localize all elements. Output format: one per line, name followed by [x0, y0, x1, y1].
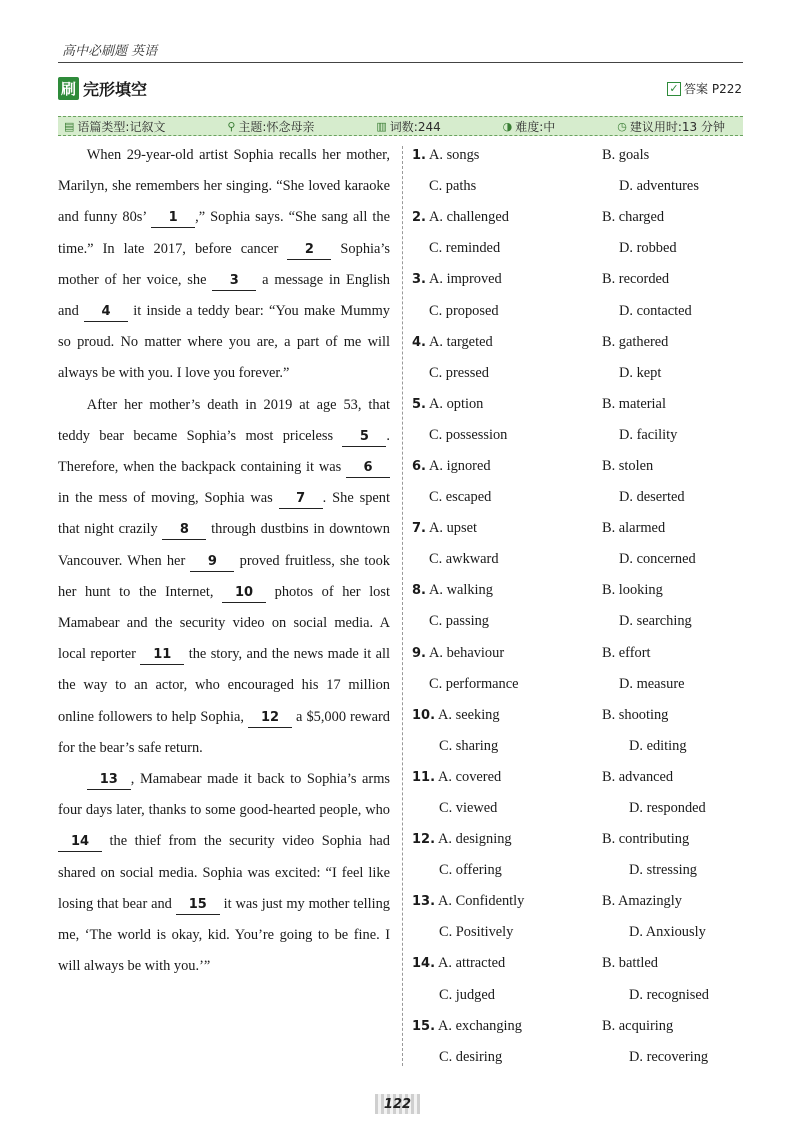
question-row: [412, 233, 732, 264]
header-divider: [58, 62, 743, 63]
column-divider: [402, 146, 403, 1066]
question-row: [412, 389, 732, 420]
book-title: 高中必刷题 英语: [62, 44, 158, 59]
question-1: [412, 140, 732, 202]
question-row: [412, 575, 732, 606]
question-number: 8.: [412, 583, 426, 599]
option-b: B. acquiring: [602, 1017, 674, 1034]
option-c: C. judged: [439, 986, 495, 1003]
question-13: [412, 886, 732, 948]
question-4: [412, 327, 732, 389]
blank-13: 13: [87, 771, 131, 790]
blank-1: 1: [151, 209, 195, 228]
option-a: [412, 893, 602, 910]
option-d: D. robbed: [619, 240, 677, 257]
option-a-text: A. ignored: [428, 457, 491, 474]
question-row: [412, 948, 732, 979]
blank-4: 4: [84, 303, 128, 322]
option-c: C. Positively: [439, 924, 514, 941]
info-topic-text: 主题:怀念母亲: [238, 119, 315, 134]
paragraph-1: [58, 140, 390, 390]
question-number: 6.: [412, 458, 426, 474]
option-a: [412, 396, 602, 413]
option-b: B. goals: [602, 147, 650, 164]
question-number: 1.: [412, 148, 426, 164]
info-topic: [227, 118, 314, 135]
option-a-text: A. upset: [428, 520, 477, 537]
question-3: [412, 264, 732, 326]
question-14: [412, 948, 732, 1010]
question-number: 2.: [412, 210, 426, 226]
option-a-text: A. walking: [428, 582, 493, 599]
question-12: [412, 824, 732, 886]
question-row: [412, 140, 732, 171]
option-c: C. possession: [429, 426, 508, 443]
question-row: [412, 793, 732, 824]
checkmark-icon: ✓: [667, 82, 681, 96]
question-row: [412, 420, 732, 451]
passage-text: Sophia’s mother of her voice, she: [58, 240, 390, 288]
option-c: C. proposed: [429, 302, 499, 319]
option-a: [412, 582, 602, 599]
question-number: 12.: [412, 832, 436, 848]
option-b: B. battled: [602, 955, 658, 972]
question-row: [412, 1011, 732, 1042]
question-number: 11.: [412, 769, 436, 785]
option-c: C. desiring: [439, 1048, 503, 1065]
passage-text: it inside a teddy bear: “You make Mummy so proud. No matter where you are, a part of me will always be with you. I love you forever.”: [58, 303, 390, 382]
options-list: [412, 140, 732, 1073]
question-row: [412, 264, 732, 295]
paragraph-3: [58, 764, 390, 982]
clock-icon: ◷: [617, 119, 627, 133]
page-number: 122: [375, 1094, 420, 1114]
option-c: C. pressed: [429, 364, 489, 381]
blank-3: 3: [212, 272, 256, 291]
option-a-text: A. option: [428, 395, 484, 412]
question-row: [412, 855, 732, 886]
info-genre-text: 语篇类型:记叙文: [77, 119, 166, 134]
blank-12: 12: [248, 709, 292, 728]
option-b: B. shooting: [602, 706, 669, 723]
question-row: [412, 638, 732, 669]
question-row: [412, 824, 732, 855]
question-8: [412, 575, 732, 637]
info-difficulty: [503, 118, 556, 135]
option-a: [412, 271, 602, 288]
blank-5: 5: [342, 428, 386, 447]
section-title-text: 完形填空: [83, 79, 148, 99]
option-b: B. material: [602, 395, 666, 412]
option-b: B. stolen: [602, 457, 654, 474]
info-time: [617, 118, 725, 135]
option-b: B. looking: [602, 582, 663, 599]
passage-text: proved fruitless, she took her hunt to the Internet,: [58, 552, 390, 600]
option-a-text: A. targeted: [428, 333, 493, 350]
option-b: B. effort: [602, 644, 651, 661]
question-10: [412, 700, 732, 762]
info-word-count-text: 词数:244: [389, 119, 441, 134]
info-word-count: [376, 118, 440, 135]
info-bar: [58, 116, 743, 136]
option-a: [412, 147, 602, 164]
info-genre: [64, 118, 165, 135]
question-row: [412, 451, 732, 482]
blank-6: 6: [346, 459, 390, 478]
option-c: C. awkward: [429, 551, 499, 568]
passage-text: it was just my mother telling me, ‘The world is okay, kid. You’re going to be fine. I will always be with you.’”: [58, 895, 390, 975]
question-row: [412, 482, 732, 513]
question-row: [412, 762, 732, 793]
option-a-text: A. improved: [428, 271, 502, 288]
question-number: 13.: [412, 894, 436, 910]
question-number: 15.: [412, 1018, 436, 1034]
passage-text: . Therefore, when the backpack containing it was: [58, 427, 390, 476]
passage-text: After her mother’s death in 2019 at age 53, that teddy bear became Sophia’s most priceless: [58, 396, 390, 444]
question-9: [412, 638, 732, 700]
section-badge: 刷: [58, 77, 79, 100]
passage-text: a $5,000 reward for the bear’s safe return.: [58, 708, 390, 756]
question-number: 10.: [412, 707, 436, 723]
question-number: 5.: [412, 396, 426, 412]
passage-text: through dustbins in downtown Vancouver. When her: [58, 521, 390, 569]
count-icon: ▥: [376, 119, 387, 133]
question-row: [412, 171, 732, 202]
question-row: [412, 669, 732, 700]
option-a: [412, 707, 602, 724]
passage-text: When 29-year-old artist Sophia recalls her mother, Marilyn, she remembers her singing. “She loved karaoke and funny 80s’: [58, 147, 390, 226]
question-row: [412, 606, 732, 637]
option-c: C. performance: [429, 675, 519, 692]
option-c: C. offering: [439, 862, 502, 879]
option-d: D. responded: [629, 800, 706, 817]
document-icon: ▤: [64, 119, 75, 133]
question-11: [412, 762, 732, 824]
question-row: [412, 731, 732, 762]
question-6: [412, 451, 732, 513]
option-d: D. kept: [619, 364, 662, 381]
question-row: [412, 358, 732, 389]
passage-text: the story, and the news made it all the way to an actor, who encouraged his 17 million online followers to help Sophia,: [58, 646, 390, 725]
option-a-text: A. attracted: [438, 955, 506, 972]
option-b: B. recorded: [602, 271, 670, 288]
option-b: B. advanced: [602, 768, 674, 785]
option-a-text: A. songs: [428, 147, 480, 164]
question-7: [412, 513, 732, 575]
option-a: [412, 831, 602, 848]
question-number: 14.: [412, 956, 436, 972]
option-d: D. measure: [619, 675, 685, 692]
question-row: [412, 513, 732, 544]
option-a: [412, 1018, 602, 1035]
answer-ref-text: 答案 P222: [684, 82, 742, 96]
option-d: D. editing: [629, 737, 687, 754]
passage-text: a message in English and: [58, 271, 391, 320]
passage-text: , Mamabear made it back to Sophia’s arms four days later, thanks to some good-hearted people, who: [58, 771, 390, 819]
question-row: [412, 295, 732, 326]
blank-10: 10: [222, 584, 266, 603]
question-number: 3.: [412, 272, 426, 288]
option-d: D. deserted: [619, 489, 685, 506]
option-c: C. sharing: [439, 737, 499, 754]
option-a: [412, 209, 602, 226]
option-d: D. contacted: [619, 302, 692, 319]
option-c: C. escaped: [429, 489, 492, 506]
blank-11: 11: [140, 646, 184, 665]
option-a-text: A. behaviour: [428, 644, 505, 661]
blank-9: 9: [190, 553, 234, 572]
option-c: C. paths: [429, 178, 477, 195]
question-number: 9.: [412, 645, 426, 661]
option-a: [412, 334, 602, 351]
option-a: [412, 955, 602, 972]
question-2: [412, 202, 732, 264]
option-b: B. gathered: [602, 333, 669, 350]
blank-7: 7: [279, 490, 323, 509]
passage-text: photos of her lost Mamabear and the security video on social media. A local reporter: [58, 583, 390, 663]
option-a: [412, 769, 602, 786]
question-15: [412, 1011, 732, 1073]
option-b: B. alarmed: [602, 520, 666, 537]
option-a: [412, 458, 602, 475]
option-c: C. viewed: [439, 800, 498, 817]
option-c: C. passing: [429, 613, 489, 630]
paragraph-2: [58, 390, 390, 764]
option-d: D. searching: [619, 613, 692, 630]
question-row: [412, 544, 732, 575]
blank-15: 15: [176, 896, 220, 915]
option-b: B. contributing: [602, 831, 690, 848]
option-c: C. reminded: [429, 240, 501, 257]
option-a-text: A. seeking: [438, 706, 500, 723]
blank-8: 8: [162, 521, 206, 540]
answer-reference: [667, 80, 742, 97]
search-icon: ⚲: [227, 119, 236, 133]
question-row: [412, 980, 732, 1011]
option-d: D. facility: [619, 426, 678, 443]
question-row: [412, 327, 732, 358]
question-number: 4.: [412, 334, 426, 350]
option-a-text: A. exchanging: [438, 1017, 522, 1034]
option-a-text: A. Confidently: [438, 893, 525, 910]
question-row: [412, 202, 732, 233]
option-a: [412, 520, 602, 537]
blank-14: 14: [58, 833, 102, 852]
option-d: D. recognised: [629, 986, 709, 1003]
option-b: B. charged: [602, 209, 665, 226]
passage-text: in the mess of moving, Sophia was: [58, 490, 279, 507]
passage: [58, 140, 390, 982]
passage-text: the thief from the security video Sophia had shared on social media. Sophia was excited: “I feel like losing that bear and: [58, 833, 390, 912]
question-5: [412, 389, 732, 451]
option-a-text: A. covered: [438, 768, 502, 785]
info-difficulty-text: 难度:中: [515, 119, 556, 134]
option-d: D. Anxiously: [629, 924, 706, 941]
option-a-text: A. challenged: [428, 209, 509, 226]
option-d: D. stressing: [629, 862, 697, 879]
section-title: [58, 76, 147, 100]
option-a-text: A. designing: [438, 831, 512, 848]
option-d: D. recovering: [629, 1048, 709, 1065]
difficulty-icon: ◑: [502, 119, 513, 133]
question-row: [412, 886, 732, 917]
question-row: [412, 1042, 732, 1073]
passage-text: ,” Sophia says. “She sang all the time.” In late 2017, before cancer: [58, 209, 390, 257]
option-a: [412, 645, 602, 662]
question-row: [412, 700, 732, 731]
option-d: D. concerned: [619, 551, 696, 568]
info-time-text: 建议用时:13 分钟: [629, 119, 725, 134]
option-d: D. adventures: [619, 178, 699, 195]
question-row: [412, 917, 732, 948]
blank-2: 2: [287, 241, 331, 260]
question-number: 7.: [412, 521, 426, 537]
passage-text: . She spent that night crazily: [58, 490, 391, 538]
option-b: B. Amazingly: [602, 893, 682, 910]
